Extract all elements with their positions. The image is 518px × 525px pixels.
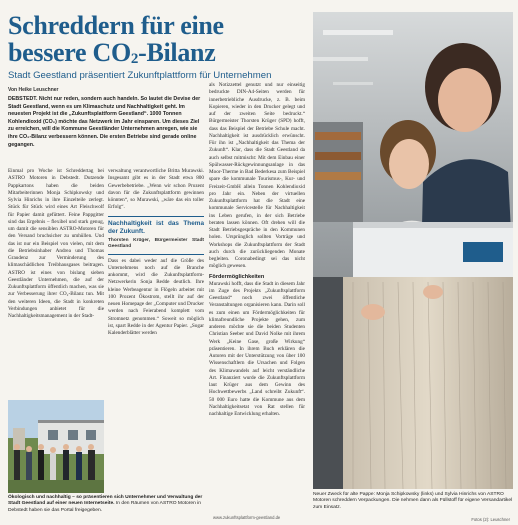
group-caption-bold: Ökologisch und nachhaltig – so präsentieren sich Unternehmer und Verwaltung der Stadt Geestland auf einer neuen Internetseite. [8, 495, 203, 507]
headline [8, 12, 308, 73]
lead-paragraph [8, 96, 204, 149]
group-caption-rest: In den Räumen von ASTRO Motoren in Debstedt haben sie das Portal freigegeben. [8, 501, 201, 513]
group-photo [8, 400, 104, 493]
group-photo-caption [8, 495, 206, 514]
pull-quote-text: Nachhaltigkeit ist das Thema der Zukunft. [108, 219, 204, 235]
footer-url: www.zukunftsplattform-geestland.de [213, 515, 281, 520]
subheadline: Stadt Geestland präsentiert Zukunftplattform für Unternehmen [8, 70, 272, 81]
column-2-text-b: Dass es dabei weder auf die Größe des Unternehmens noch auf die Branche ankommt, wird die Zukunftsplattform-Netzwerkerin Sonja Redde deutlich. Ihre kleine Werbeagentur in Flögeln arbeitet mit 100 Prozent Ökostrom, stellt ihr auf der neuen Homepage der „Computer und Drucker werden nach Feierabend komplett vom Stromnetz genommen.“ Soweit so möglich ist, spart Redde in der Agentur Papier. „Sogar Kalenderblätter werden [108, 257, 204, 336]
article-column-1 [8, 168, 104, 398]
photo-credit: Fotos (2): Leuschner [471, 517, 510, 522]
lead-text: Nicht nur reden, sondern auch handeln. So lautet die Devise der Stadt Geestland, wenn es um Klimaschutz und Nachhaltigkeit geht. Im neuesten Projekt ist die „Zukunftsplattform Geestland“. 1000 Tonnen Kohlendioxid (CO₂) möchte das Netzwerk im Jahr einsparen. Um dieses Ziel zu erreichen, will die Kommune Geestländer Unternehmen anregen, wie sie ihre CO₂-Bilanz verbessern können. Die ersten Betriebe sind gerade online gegangen. [8, 96, 201, 148]
pull-quote [108, 216, 204, 255]
article-column-2 [108, 168, 204, 525]
shredder-photo-caption: Neuer Zweck für alte Pappe: Monja Schipkowsky (links) und Sylvia Hinrichs von ASTRO Motoren schreddern Verpackungen. Die nehmen dann als Füllstoff für eigene Versandartikel zum Einsatz. [313, 492, 513, 510]
column-2-text-a: verwaltung verantwortliche Britta Murawski. Insgesamt gibt es in der Stadt etwa 800 Gewerbebetriebe. „Wenn wir schon Prozent davon für die Zukunftsplattform gewinnen könnten“, so Murawski, „wäre das ein toller Erfolg“. [108, 168, 204, 211]
headline-subscript: 2 [130, 51, 139, 67]
group-photo-image [8, 400, 104, 493]
section-subheading: Fördermöglichkeiten [209, 273, 265, 280]
shredder-photo-image [313, 12, 513, 489]
byline: Von Heike Leuschner [8, 87, 59, 93]
column-3-text-b: Murawski hofft, dass die Stadt in diesem Jahr im Zuge des Projekts „Zukunftsplattform Geestland“ noch zwei öffentliche Veranstaltungen organisieren kann. Darin soll es zum einen um Fördermöglichkeiten für klimafreundliche Projekte gehen, zum anderen möchte sie die beiden Studenten Christian Seeber und David Nolke mit ihrem Werk „Keine Gase, große Wirkung“ präsentieren. In ihrem Buch erklären die Autoren mit der Unterstützung von über 100 Wissenschaftlern die Ursachen und Folgen des Klimawandels auf leicht verständliche Art. Finanziert wurde die Zukunftsplattform laut Krüger aus dem Gewinn des Hochwettbewerbs „Land schreibt Zukunft“. 50 000 Euro hatte die Kommune aus dem Nachhaltigkeitsetat von Rat stellen für nachhaltige Entwicklung erhalten. [209, 280, 305, 418]
headline-main: Schreddern für eine bessere CO [8, 11, 224, 67]
headline-tail: -Bilanz [138, 38, 216, 67]
column-1-text: Einmal pro Woche ist Schreddertag bei ASTRO Motoren in Debstedt. Dutzende Pappkartons haben die beiden Mitarbeiterinnen Monja Schipkowsky und Sylvia Hinrichs in ihre Einzelteile zerlegt. Stück für Stück wird eines Art Fleischwolf für Papier damit gefüttert. Feine Pappgitter sind das Ergebnis – flexibel und stark genug, um damit die sensiblen ASTRO-Motoren für den Versand bruchsicher zu umhüllen. Und das ist nur ein Beispiel von vielen, mit dem die Betriebsinhaber Andrea und Thomas Graudenz zur Verminderung des klimaschädlichen Treibhausgases beitragen. ASTRO ist eines von bislang sieben Geestländer Unternehmen, die auf der Zukunftsplattform öffentlich machen, was sie zur Verbesserung ihrer CO₂-Bilanz tun. Mit den weiteren Ideen, die Stadt in konkreten Verbindungen anbietet für die Nachhaltigkeitsmanagement in der Stadt- [8, 168, 104, 319]
article-column-3 [209, 82, 305, 525]
shredder-photo [313, 12, 513, 489]
pull-quote-attribution: Thorsten Krüger, Bürgermeister Stadt Geestland [108, 237, 204, 249]
column-3-text: als Notizzettel genutzt und nur einseitig bedruckte DIN-A4-Seiten werden für innerbetriebliche Ausdrucke, z. B. beim Kopieren, wieder in den Drucker gelegt und auf der zweiten Seite bedruckt.“ Bürgermeister Thorsten Krüger (SPD) hofft, dass das Beispiel der Betriebe Schule macht. Nachhaltigkeit ist ausdrücklich erwünscht. Für ihn ist „Nachhaltigkeit das Thema der Zukunft“. Klar, dass die Stadt Geestland da auch selbst mitmischt: Mit dem Einbau einer Spülwasser-Rückgewinnungsanlage in das Moor-Therme in Bad Bederkesa zum Beispiel spare die kommunale Tourismus-, Kur- und Freizeit-GmbH allein Tonnen Kohlendioxid pro Jahr ein. Neben der virtuellen Zukunftsplattform hat die Stadt eine kommunale Servicestelle für Nachhaltigkeit ins Leben gerufen, in der sich Betriebe beraten lassen können. Oft drehen will die Stadt Betriebsgespräche in den Kommunen holen. Ursprünglich sollten Vorträge und Workshops die Zukunftsplattform der Stadt auch durch die zurückliegenden Monate begleiten. Coronabedingt sei das nicht möglich gewesen. [209, 82, 305, 270]
dateline: DEBSTEDT. [8, 96, 38, 102]
